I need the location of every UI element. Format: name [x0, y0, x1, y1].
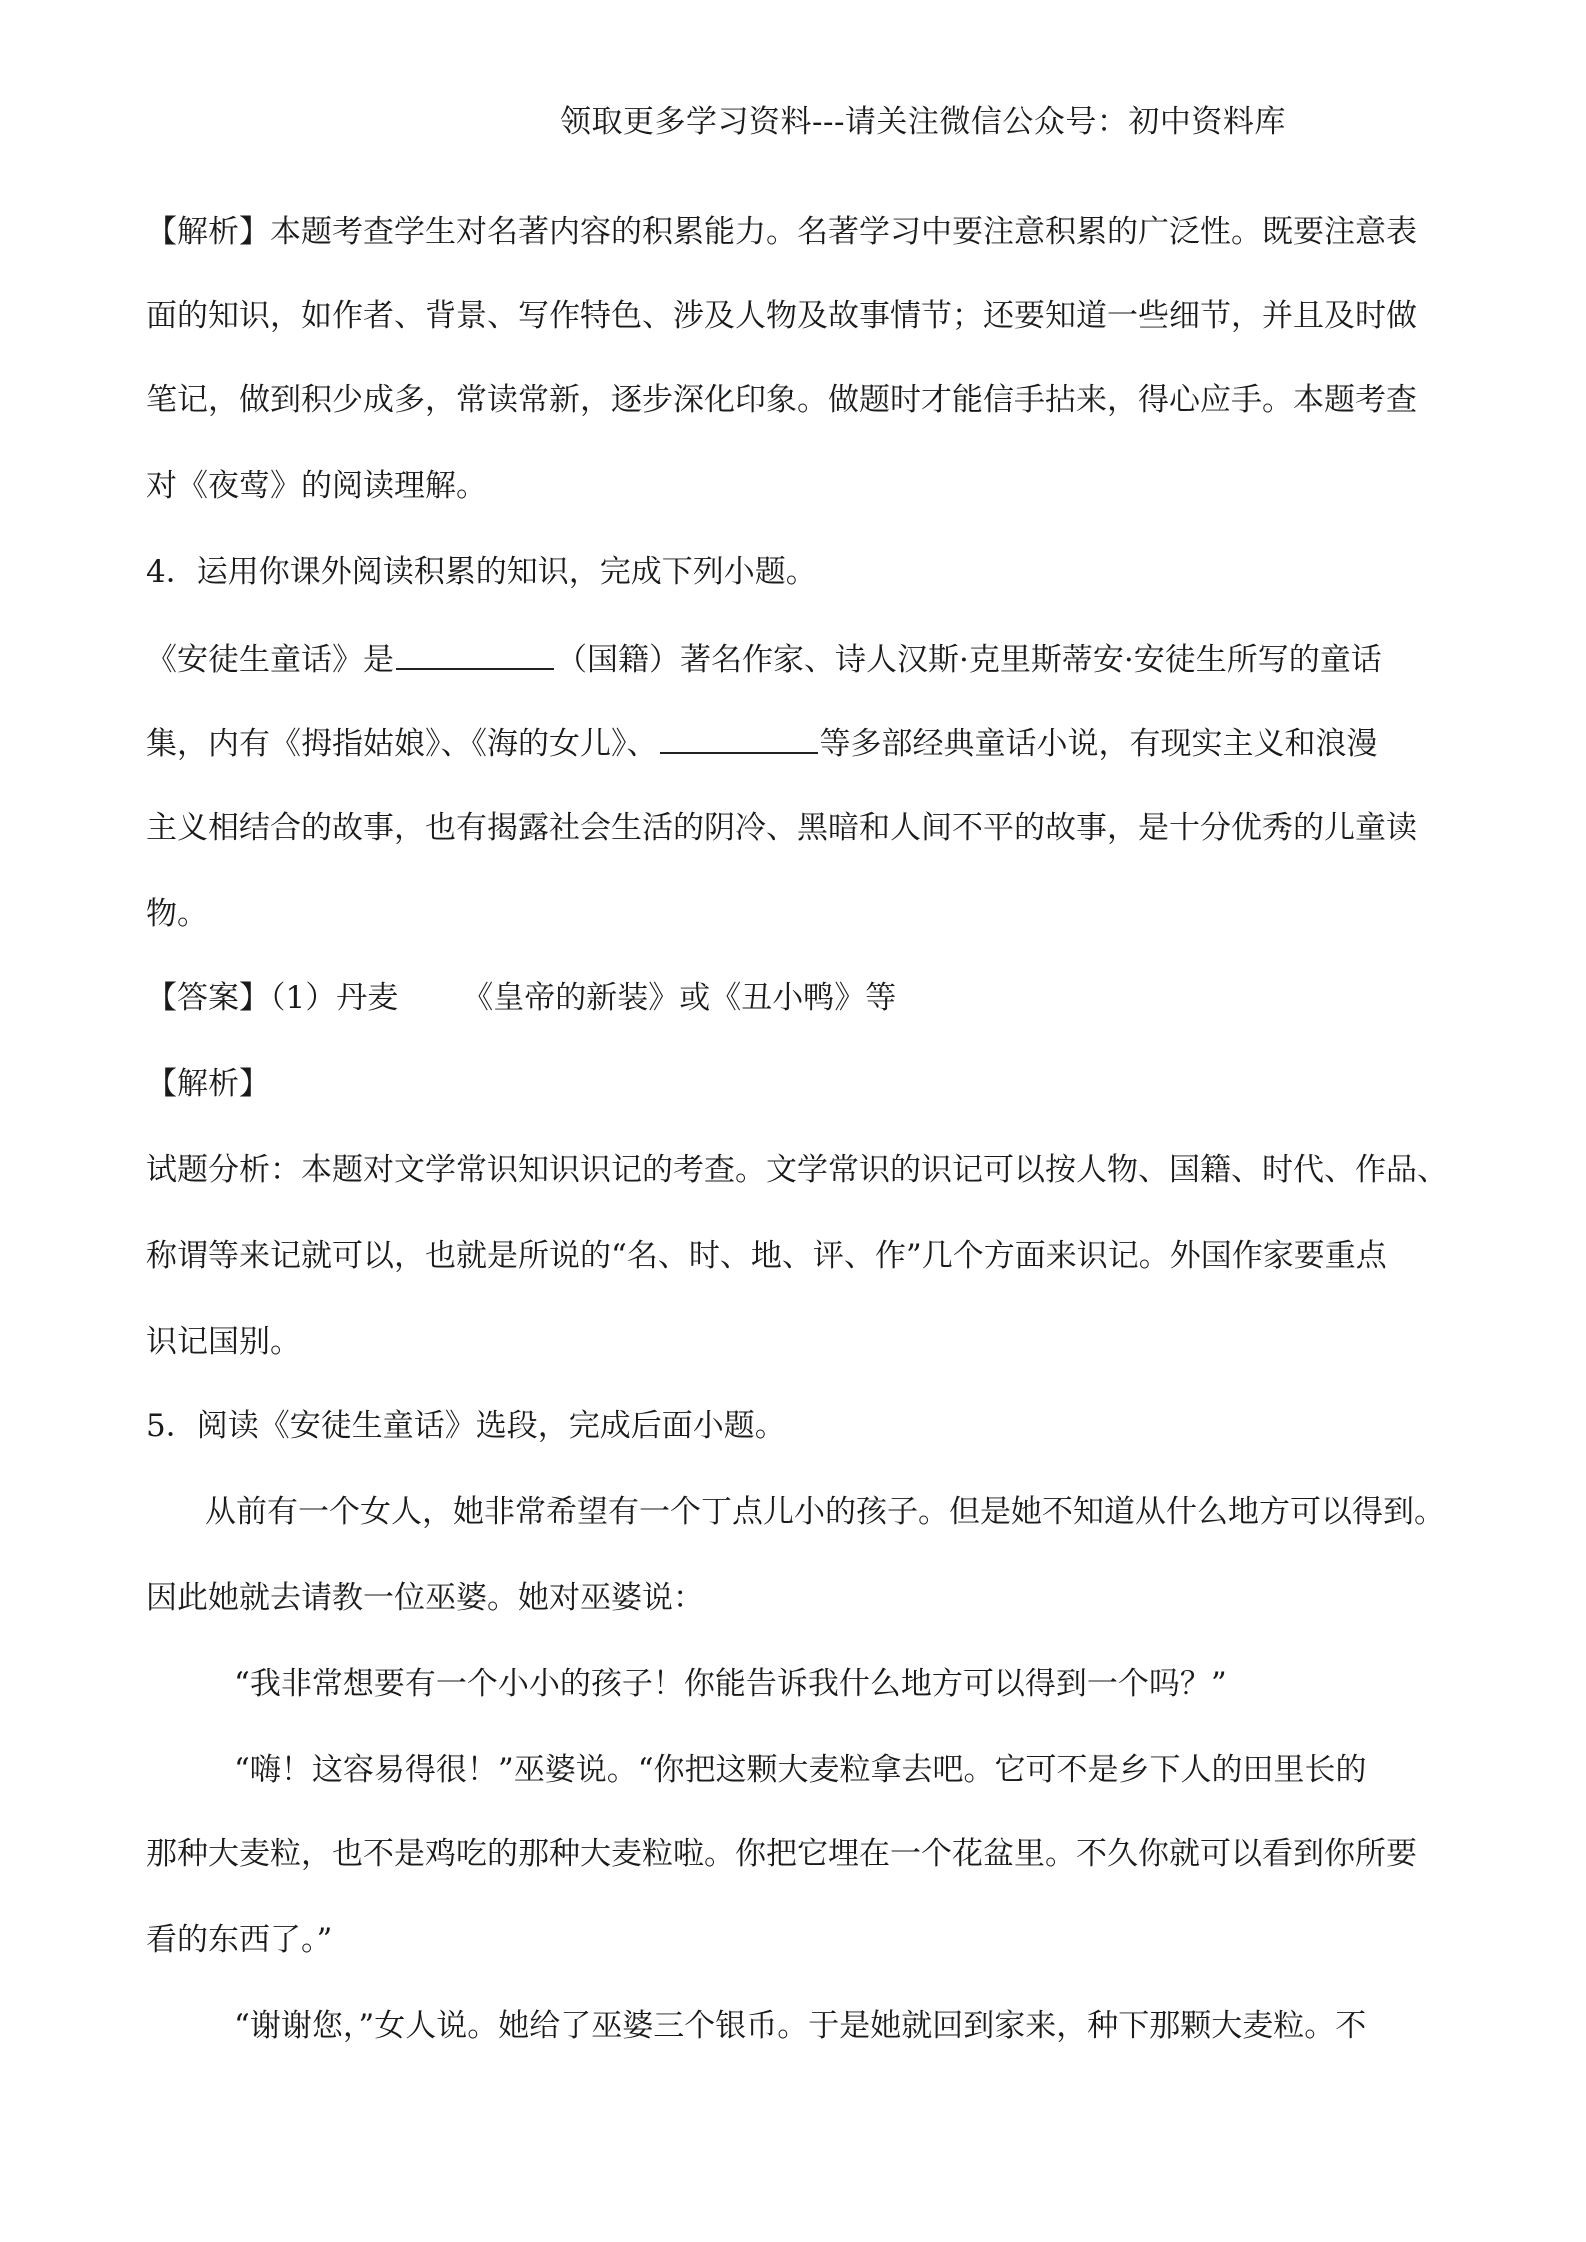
page-header: 领取更多学习资料---请关注微信公众号：初中资料库 [560, 104, 1286, 140]
q5-para-1-line-1: 从前有一个女人，她非常希望有一个丁点儿小的孩子。但是她不知道从什么地方可以得到。 [205, 1494, 1445, 1530]
q5-para-4: “谢谢您，”女人说。她给了巫婆三个银币。于是她就回到家来，种下那颗大麦粒。不 [234, 2008, 1367, 2044]
q5-para-2: “我非常想要有一个小小的孩子！你能告诉我什么地方可以得到一个吗？” [234, 1666, 1227, 1702]
q4-analysis-line-3: 识记国别。 [146, 1324, 301, 1360]
q3-analysis-line-4: 对《夜莺》的阅读理解。 [146, 468, 487, 504]
q5-title: 5．阅读《安徒生童话》选段，完成后面小题。 [146, 1408, 786, 1444]
q4-body-line-2-start: 集，内有《拇指姑娘》、《海的女儿》、 [146, 726, 658, 762]
answer-blank-1 [396, 638, 554, 670]
q4-body-line-2-end: 等多部经典童话小说，有现实主义和浪漫 [819, 726, 1378, 762]
q3-analysis-line-1: 【解析】本题考查学生对名著内容的积累能力。名著学习中要注意积累的广泛性。既要注意表 [146, 214, 1417, 250]
q4-body-line-2 [146, 722, 1378, 764]
q5-para-3-line-3: 看的东西了。” [146, 1922, 333, 1958]
q4-answer-part-2: 《皇帝的新装》或《丑小鸭》等 [462, 980, 897, 1016]
q5-para-3-line-2: 那种大麦粒，也不是鸡吃的那种大麦粒啦。你把它埋在一个花盆里。不久你就可以看到你所要 [146, 1836, 1417, 1872]
q4-analysis-line-1: 试题分析：本题对文学常识知识识记的考查。文学常识的识记可以按人物、国籍、时代、作品、 [146, 1152, 1448, 1188]
q4-answer [146, 978, 896, 1018]
q3-analysis-line-3: 笔记，做到积少成多，常读常新，逐步深化印象。做题时才能信手拈来，得心应手。本题考查 [146, 382, 1417, 418]
q4-body-line-1-start: 《安徒生童话》是 [146, 642, 394, 678]
q4-body-line-1-end: （国籍）著名作家、诗人汉斯·克里斯蒂安·安徒生所写的童话 [556, 642, 1382, 678]
q4-title: 4．运用你课外阅读积累的知识，完成下列小题。 [146, 554, 817, 590]
q4-body-line-1 [146, 638, 1382, 680]
q5-para-1-line-2: 因此她就去请教一位巫婆。她对巫婆说： [146, 1580, 704, 1616]
q4-answer-part-1: 【答案】（1）丹麦 [146, 980, 399, 1016]
q4-analysis-line-2: 称谓等来记就可以，也就是所说的“名、时、地、评、作”几个方面来识记。外国作家要重点 [146, 1238, 1387, 1274]
q4-analysis-heading: 【解析】 [146, 1066, 270, 1102]
q4-body-line-4: 物。 [146, 896, 208, 932]
answer-blank-2 [660, 722, 818, 754]
q5-para-3-line-1: “嗨！这容易得很！”巫婆说。“你把这颗大麦粒拿去吧。它可不是乡下人的田里长的 [234, 1752, 1367, 1788]
q3-analysis-line-2: 面的知识，如作者、背景、写作特色、涉及人物及故事情节；还要知道一些细节，并且及时做 [146, 298, 1417, 334]
q4-body-line-3: 主义相结合的故事，也有揭露社会生活的阴冷、黑暗和人间不平的故事，是十分优秀的儿童读 [146, 810, 1417, 846]
